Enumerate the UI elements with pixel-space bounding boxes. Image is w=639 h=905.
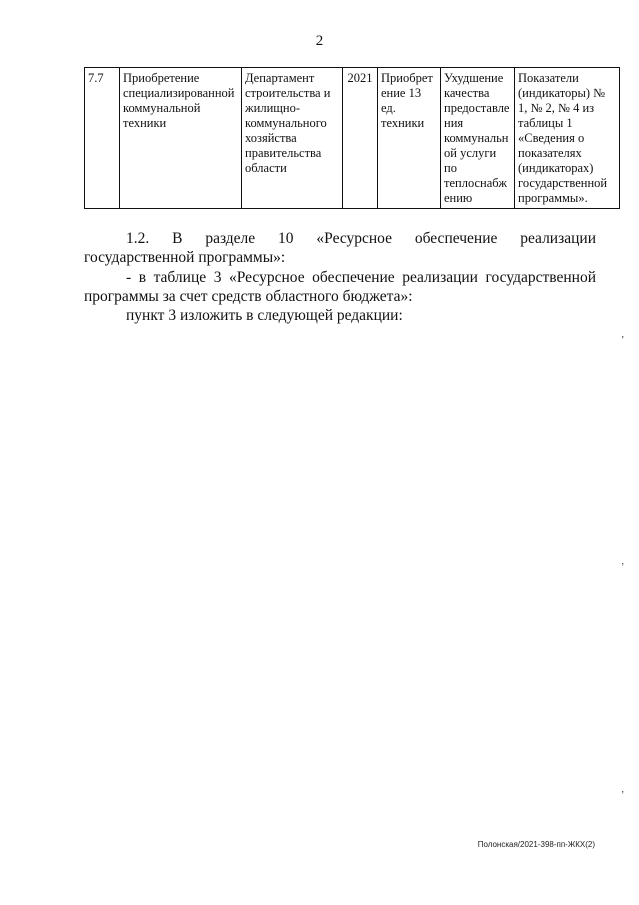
margin-mark: ’ [621, 790, 625, 801]
cell-indicators: Показатели (индикаторы) № 1, № 2, № 4 из таблицы 1 «Сведения о показателях (индикаторах) государственной программы». [515, 68, 620, 209]
page-number: 2 [315, 33, 324, 49]
paragraph-section-10: 1.2. В разделе 10 «Ресурсное обеспечение реализации государственной программы»: [84, 230, 596, 266]
footer-reference: Полонская/2021-398-пп-ЖКХ(2) [477, 840, 595, 849]
paragraph-table-3: - в таблице 3 «Ресурсное обеспечение реализации государственной программы за счет средств областного бюджета»: [84, 269, 596, 305]
margin-mark: ’ [621, 335, 625, 346]
cell-year: 2021 [343, 68, 378, 209]
cell-result: Приобретение 13 ед. техники [378, 68, 441, 209]
table-row [85, 68, 620, 209]
cell-number: 7.7 [85, 68, 120, 209]
cell-consequence: Ухудшение качества предоставления коммунальной услуги по теплоснабжению [441, 68, 515, 209]
cell-executor: Департамент строительства и жилищно-коммунального хозяйства правительства области [242, 68, 343, 209]
cell-activity: Приобретение специализированной коммунальной техники [120, 68, 242, 209]
paragraph-item-3: пункт 3 изложить в следующей редакции: [126, 307, 403, 324]
margin-mark: ’ [621, 562, 625, 573]
program-table [84, 67, 620, 209]
